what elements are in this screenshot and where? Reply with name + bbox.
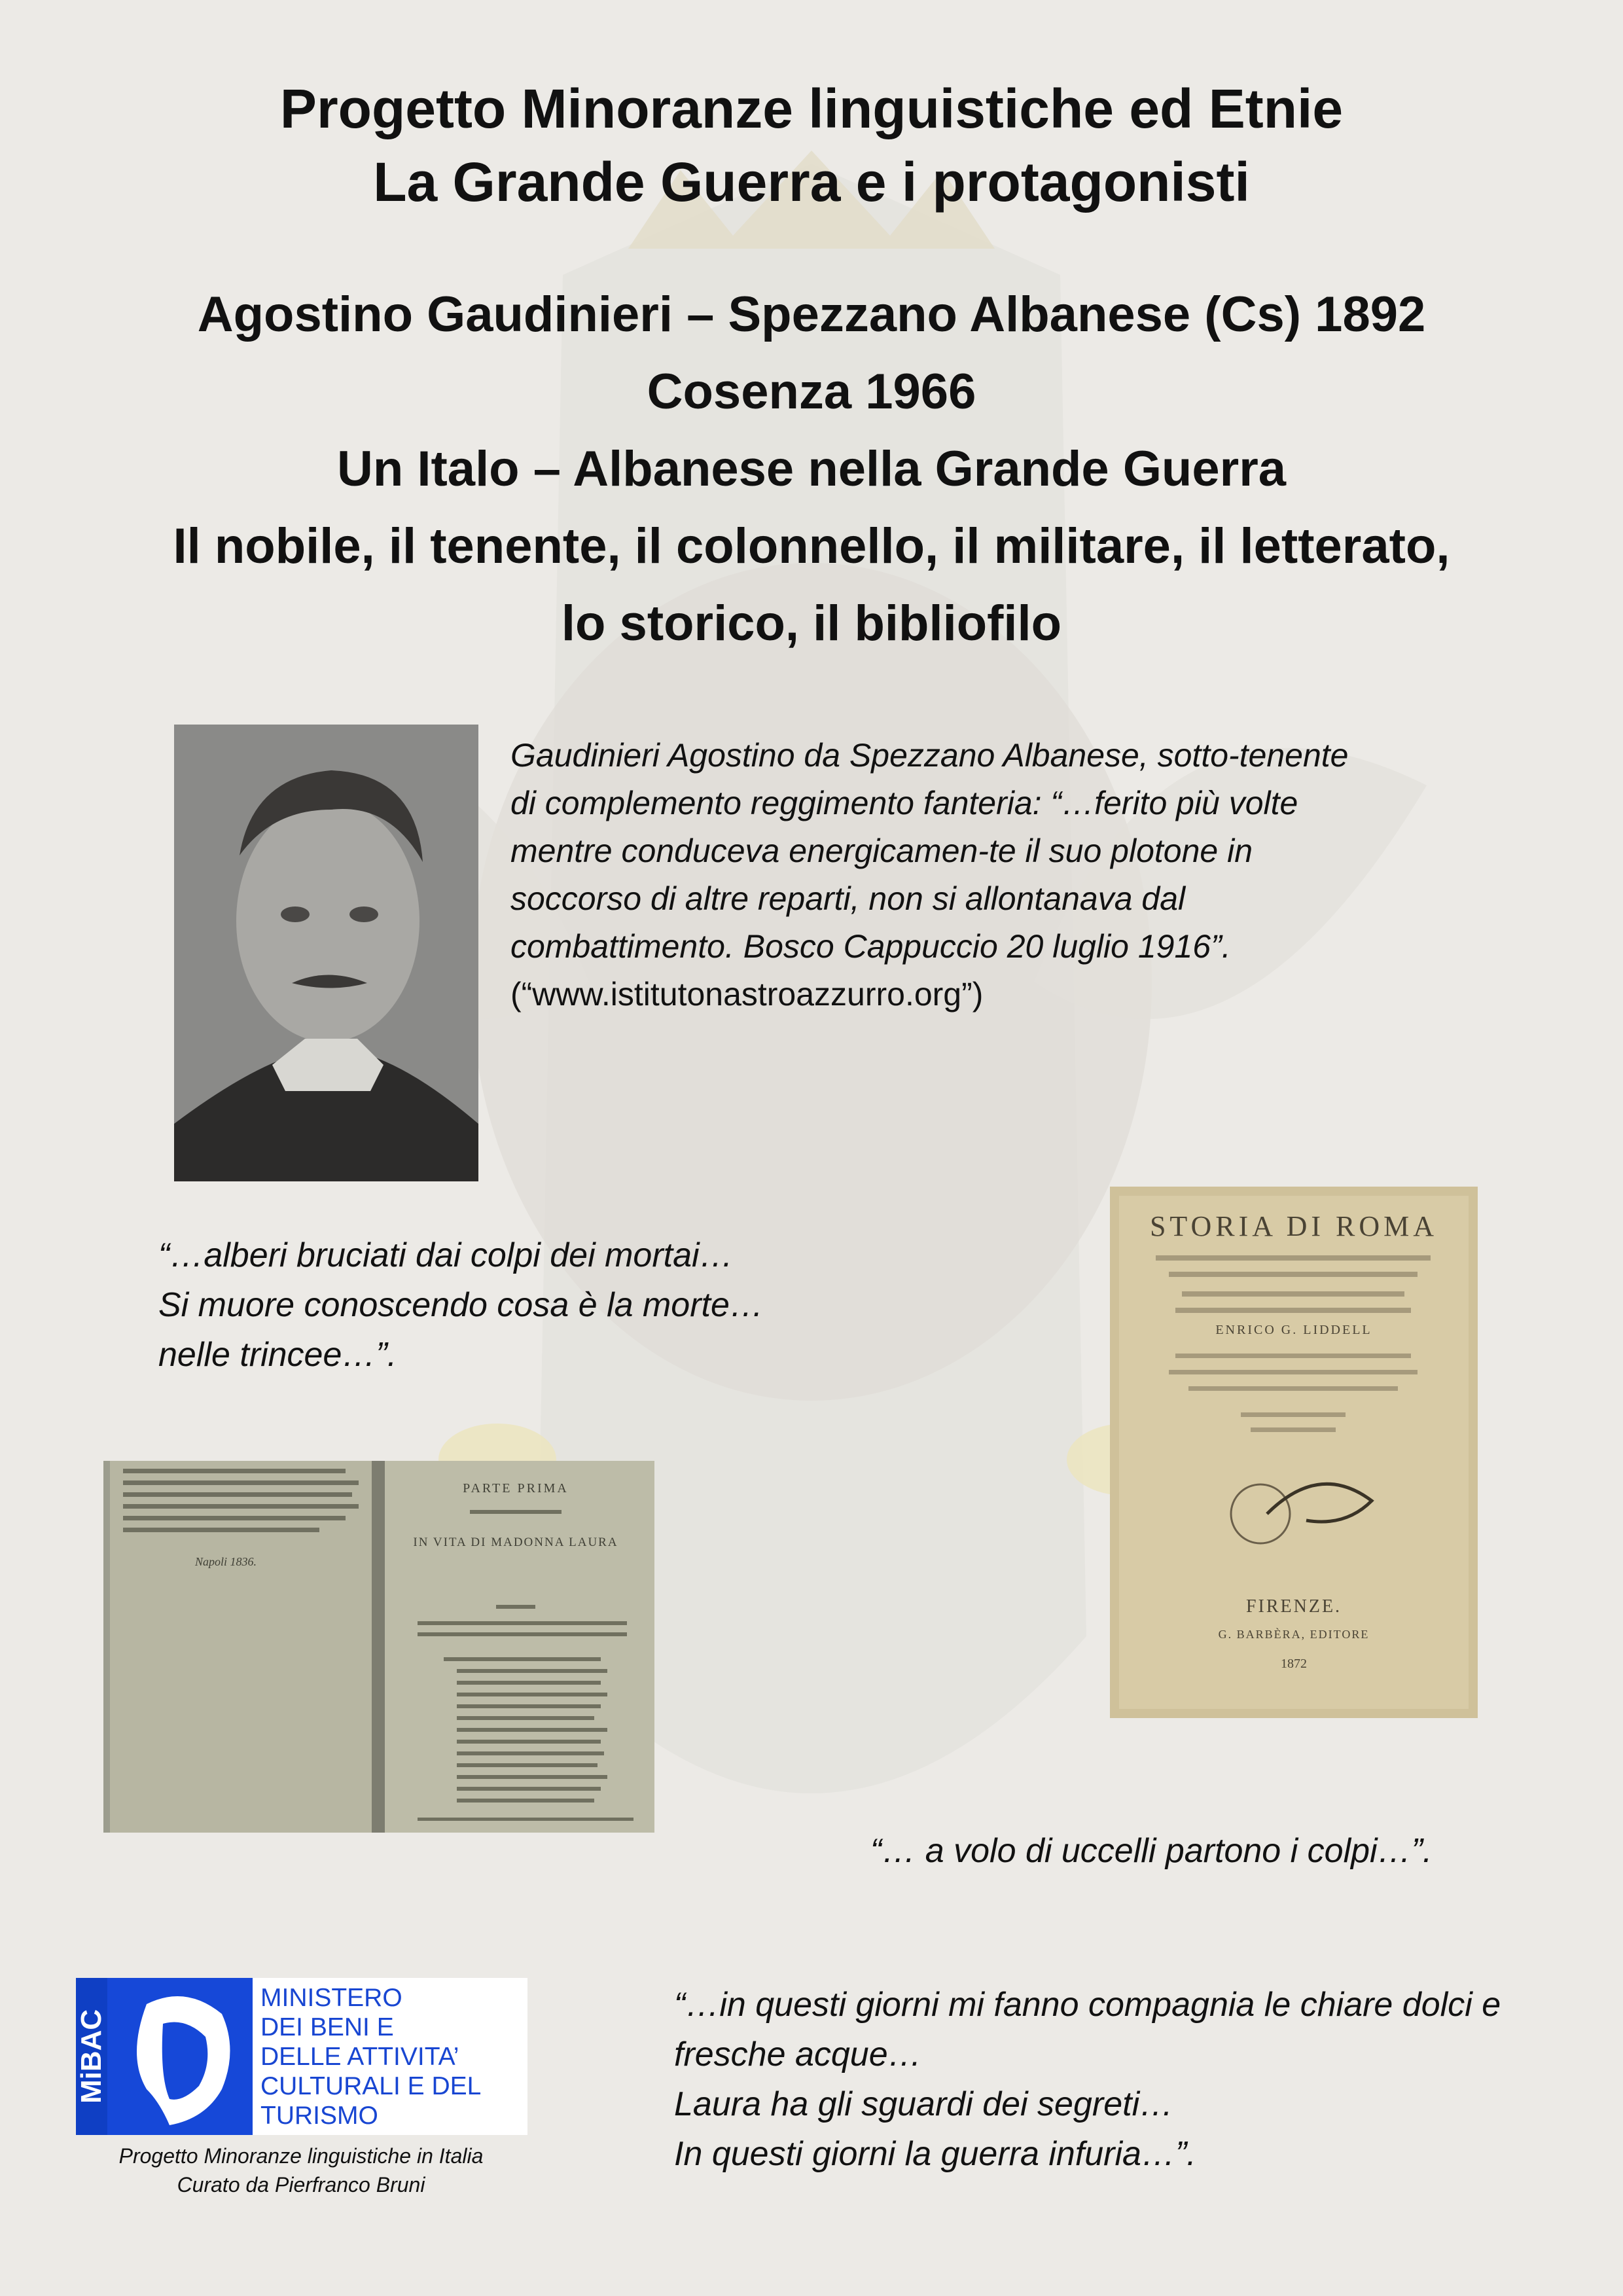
- project-subtitle: La Grande Guerra e i protagonisti: [373, 151, 1250, 213]
- quote-line: In questi giorni la guerra infuria…”.: [674, 2135, 1196, 2173]
- logo-acronym: MiBAC: [76, 1978, 107, 2135]
- footer-credits: [65, 2142, 537, 2199]
- subject-roles-cont: lo storico, il bibliofilo: [561, 596, 1062, 651]
- subject-death: Cosenza 1966: [647, 364, 976, 420]
- quote-waters: [674, 1980, 1603, 2179]
- book-cover-city: FIRENZE.: [1245, 1596, 1342, 1617]
- subject-name: Agostino Gaudinieri – Spezzano Albanese (Cs) 1892: [197, 287, 1426, 342]
- logo-text: [260, 1983, 522, 2130]
- military-citation: [510, 732, 1381, 1018]
- project-title: Progetto Minoranze linguistiche ed Etnie: [279, 78, 1344, 139]
- logo-line: CULTURALI E DEL: [260, 2072, 482, 2100]
- portrait-photo: [174, 725, 478, 1181]
- book-cover-year: 1872: [1281, 1657, 1307, 1671]
- book-cover-title: STORIA DI ROMA: [1149, 1210, 1438, 1242]
- book-cover-photo: [1110, 1187, 1478, 1718]
- logo-line: DEI BENI E: [260, 2013, 394, 2041]
- book-cover-author: ENRICO G. LIDDELL: [1215, 1323, 1372, 1337]
- quote-line: Laura ha gli sguardi dei segreti…: [674, 2085, 1174, 2123]
- quote-line: fresche acque…: [674, 2036, 922, 2073]
- logo-line: DELLE ATTIVITA’: [260, 2043, 459, 2071]
- quote-birds: “… a volo di uccelli partono i colpi…”.: [870, 1832, 1433, 1870]
- book-page-place: Napoli 1836.: [195, 1555, 257, 1568]
- subject-roles: Il nobile, il tenente, il colonnello, il militare, il letterato,: [173, 518, 1450, 574]
- citation-text: Gaudinieri Agostino da Spezzano Albanese, sotto-tenente di complemento reggimento fanteria: “…ferito più volte mentre conduceva energicamen-te il suo plotone in soccorso di altre reparti, non si allontanava dal combattimento. Bosco Cappuccio 20 luglio 1916”.: [510, 737, 1349, 965]
- quote-trenches: [158, 1230, 878, 1380]
- book-page-photo: [103, 1461, 654, 1833]
- quote-line: “…in questi giorni mi fanno compagnia le chiare dolci e: [674, 1986, 1501, 2024]
- quote-line: Si muore conoscendo cosa è la morte…: [158, 1286, 764, 1324]
- logo-emblem: [107, 1978, 253, 2135]
- book-cover-publisher: G. BARBÈRA, EDITORE: [1218, 1628, 1370, 1641]
- quote-line: “…alberi bruciati dai colpi dei mortai…: [158, 1236, 734, 1274]
- citation-source-link[interactable]: (“www.istitutonastroazzurro.org”): [510, 976, 984, 1013]
- footer-curator: Curato da Pierfranco Bruni: [177, 2173, 425, 2197]
- book-page-section: IN VITA DI MADONNA LAURA: [413, 1535, 618, 1549]
- logo-line: MINISTERO: [260, 1984, 402, 2012]
- subject-heading: Un Italo – Albanese nella Grande Guerra: [336, 441, 1287, 497]
- footer-project: Progetto Minoranze linguistiche in Italia: [118, 2144, 484, 2168]
- book-page-heading: PARTE PRIMA: [463, 1481, 569, 1496]
- quote-line: nelle trincee…”.: [158, 1336, 397, 1374]
- logo-line: TURISMO: [260, 2102, 378, 2130]
- ministry-logo: [76, 1978, 527, 2135]
